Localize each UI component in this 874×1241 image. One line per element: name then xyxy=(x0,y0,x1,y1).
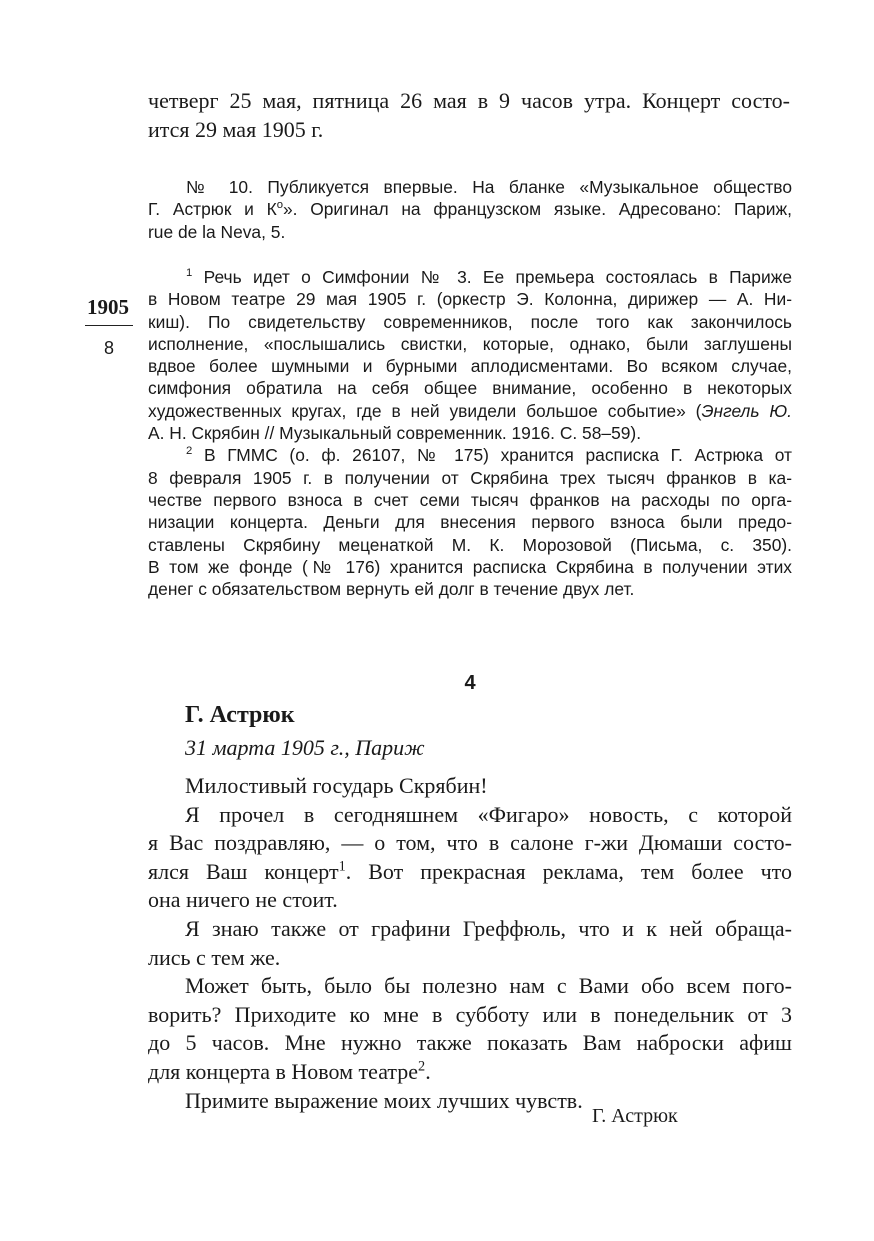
footnote-line: низации концерта. Деньги для внесения первого взноса были предо- xyxy=(148,512,792,533)
superscript: о xyxy=(276,199,283,212)
footnote-line: вдвое более шумными и бурными аплодисментами. Во всяком случае, xyxy=(148,356,792,377)
footnote-line: В том же фонде (№ 176) хранится расписка Скрябина в получении этих xyxy=(148,556,792,577)
continuation-paragraph xyxy=(148,86,790,144)
footnote-line: 8 февраля 1905 г. в получении от Скрябина трех тысяч франков в ка- xyxy=(148,467,792,488)
margin-divider xyxy=(85,325,133,326)
letter-salutation: Милостивый государь Скрябин! xyxy=(185,773,488,798)
letter-fragment: . xyxy=(425,1058,431,1084)
footnote-line xyxy=(148,266,792,288)
footnote-reference: 1 xyxy=(338,858,346,875)
letter-fragment: для концерта в Новом театре xyxy=(148,1058,419,1084)
letter-line: она ничего не стоит. xyxy=(148,887,338,913)
footnote-fragment: художественных кругах, где в ней увидели большое событие» ( xyxy=(148,400,702,421)
footnote-line: ставлены Скрябину меценаткой М. К. Морозовой (Письма, с. 350). xyxy=(148,534,792,555)
letter-line xyxy=(148,858,792,887)
note-fragment: Г. Астрюк и К xyxy=(148,199,277,220)
letter-line: Может быть, было бы полезно нам с Вами обо всем пого- xyxy=(185,973,792,999)
letter-closing: Примите выражение моих лучших чувств. xyxy=(185,1087,583,1113)
margin-year: 1905 xyxy=(87,295,129,319)
footnote-mark: 1 xyxy=(186,267,193,280)
text-line: ится 29 мая 1905 г. xyxy=(148,117,324,142)
document-number: 4 xyxy=(464,672,476,694)
footnote-line: в Новом театре 29 мая 1905 г. (оркестр Э. Колонна, дирижер — А. Ни- xyxy=(148,289,792,310)
letter-fragment: ялся Ваш концерт xyxy=(148,858,339,884)
letter-dateline: 31 марта 1905 г., Париж xyxy=(185,735,425,760)
footnote-line: А. Н. Скрябин // Музыкальный современник. 1916. С. 58–59). xyxy=(148,423,642,444)
letter-line: я Вас поздравляю, — о том, что в салоне г-жи Дюмаши состо- xyxy=(148,830,792,856)
footnote-fragment: Речь идет о Симфонии № 3. Ее премьера состоялась в Париже xyxy=(203,267,792,287)
footnote-line: денег с обязательством вернуть ей долг в течение двух лет. xyxy=(148,579,635,600)
footnote-mark: 2 xyxy=(186,445,193,458)
text-line: четверг 25 мая, пятница 26 мая в 9 часов утра. Концерт состо- xyxy=(148,88,790,113)
letter-line xyxy=(148,1058,792,1087)
note-fragment: ». Оригинал на французском языке. Адресовано: Париж, xyxy=(283,199,792,220)
note-line: rue de la Neva, 5. xyxy=(148,221,286,242)
footnote-line: симфония обратила на себя общее внимание, особенно в некоторых xyxy=(148,378,792,399)
letter-fragment: . Вот прекрасная реклама, тем более что xyxy=(345,858,792,884)
letter-line: ворить? Приходите ко мне в субботу или в понедельник от 3 xyxy=(148,1001,792,1027)
margin-letter-number: 8 xyxy=(103,338,114,358)
footnote-line xyxy=(148,400,792,422)
letter-signature: Г. Астрюк xyxy=(592,1105,678,1127)
letter-line: Я знаю также от графини Греффюль, что и к ней обраща- xyxy=(185,915,792,941)
footnote-reference: 2 xyxy=(418,1058,426,1075)
footnote-fragment: В ГММС (о. ф. 26107, № 175) хранится расписка Г. Астрюка от xyxy=(203,445,792,466)
letter-line: лись с тем же. xyxy=(148,944,281,970)
footnotes xyxy=(148,266,792,600)
footnote-line: киш). По свидетельству современников, после того как закончилось xyxy=(148,311,792,332)
footnote-line: честве первого взноса в счет семи тысяч франков на расходы по орга- xyxy=(148,489,792,510)
footnote-line xyxy=(148,444,792,466)
letter-author: Г. Астрюк xyxy=(185,702,295,728)
note-line: № 10. Публикуется впервые. На бланке «Музыкальное общество xyxy=(186,177,792,197)
letter-line: до 5 часов. Мне нужно также показать Вам наброски афиш xyxy=(148,1030,792,1056)
publication-note xyxy=(148,176,792,243)
letter-body xyxy=(148,772,792,1115)
note-line xyxy=(148,198,792,220)
footnote-italic: Энгель Ю. xyxy=(701,400,792,421)
footnote-line: исполнение, «послышались свистки, которые, однако, были заглушены xyxy=(148,333,792,354)
letter-line: Я прочел в сегодняшнем «Фигаро» новость, с которой xyxy=(185,801,792,827)
